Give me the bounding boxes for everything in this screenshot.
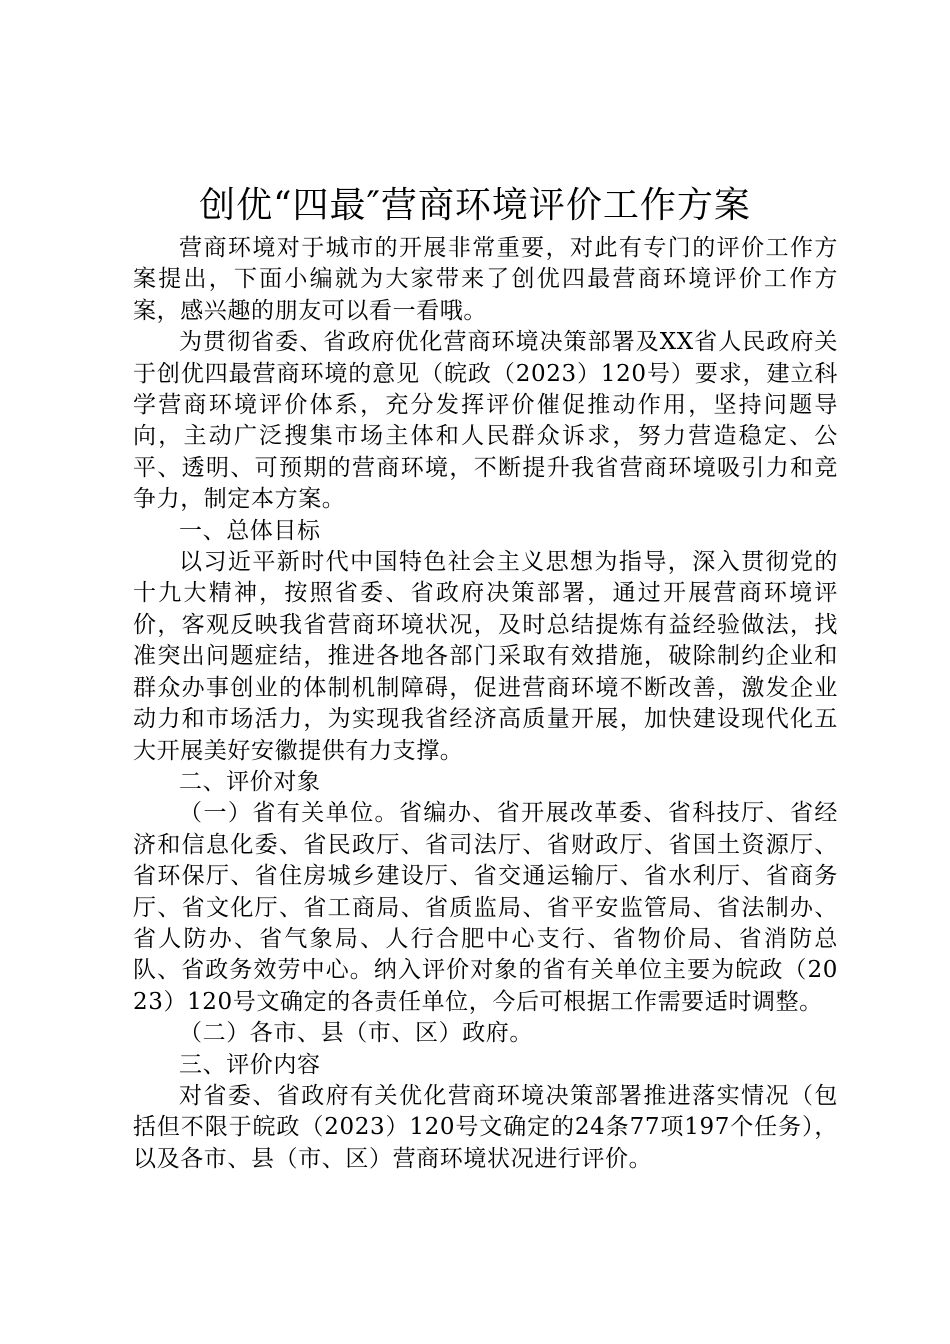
section-heading-overall-goal: 一、总体目标 bbox=[179, 517, 321, 544]
paragraph-evaluation-content: 对省委、省政府有关优化营商环境决策部署推进落实情况（包括但不限于皖政（2023）120号文确定的24条77项197个任务），以及各市、县（市、区）营商环境状况进行评价。 bbox=[133, 1082, 838, 1172]
section-heading-evaluation-targets: 二、评价对象 bbox=[179, 768, 321, 795]
paragraph-local-governments: （二）各市、县（市、区）政府。 bbox=[179, 1020, 533, 1047]
document-body bbox=[133, 233, 838, 1175]
paragraph-overall-goal: 以习近平新时代中国特色社会主义思想为指导，深入贯彻党的十九大精神，按照省委、省政府决策部署，通过开展营商环境评价，客观反映我省营商环境状况，及时总结提炼有益经验做法，找准突出问题症结，推进各地各部门采取有效措施，破除制约企业和群众办事创业的体制机制障碍，促进营商环境不断改善，激发企业动力和市场活力，为实现我省经济高质量开展，加快建设现代化五大开展美好安徽提供有力支撑。 bbox=[133, 549, 838, 764]
paragraph-provincial-units: （一）省有关单位。省编办、省开展改革委、省科技厅、省经济和信息化委、省民政厅、省司法厅、省财政厅、省国土资源厅、省环保厅、省住房城乡建设厅、省交通运输厅、省水利厅、省商务厅、省文化厅、省工商局、省质监局、省平安监管局、省法制办、省人防办、省气象局、人行合肥中心支行、省物价局、省消防总队、省政务效劳中心。纳入评价对象的省有关单位主要为皖政（2023）120号文确定的各责任单位，今后可根据工作需要适时调整。 bbox=[133, 800, 838, 1015]
paragraph-purpose: 为贯彻省委、省政府优化营商环境决策部署及XX省人民政府关于创优四最营商环境的意见（皖政（2023）120号）要求，建立科学营商环境评价体系，充分发挥评价催促推动作用，坚持问题导向，主动广泛搜集市场主体和人民群众诉求，努力营造稳定、公平、透明、可预期的营商环境，不断提升我省营商环境吸引力和竞争力，制定本方案。 bbox=[133, 329, 838, 513]
section-heading-evaluation-content: 三、评价内容 bbox=[179, 1051, 321, 1078]
paragraph-intro: 营商环境对于城市的开展非常重要，对此有专门的评价工作方案提出，下面小编就为大家带来了创优四最营商环境评价工作方案，感兴趣的朋友可以看一看哦。 bbox=[133, 235, 838, 324]
document-title: 创优“四最″营商环境评价工作方案 bbox=[199, 185, 751, 226]
